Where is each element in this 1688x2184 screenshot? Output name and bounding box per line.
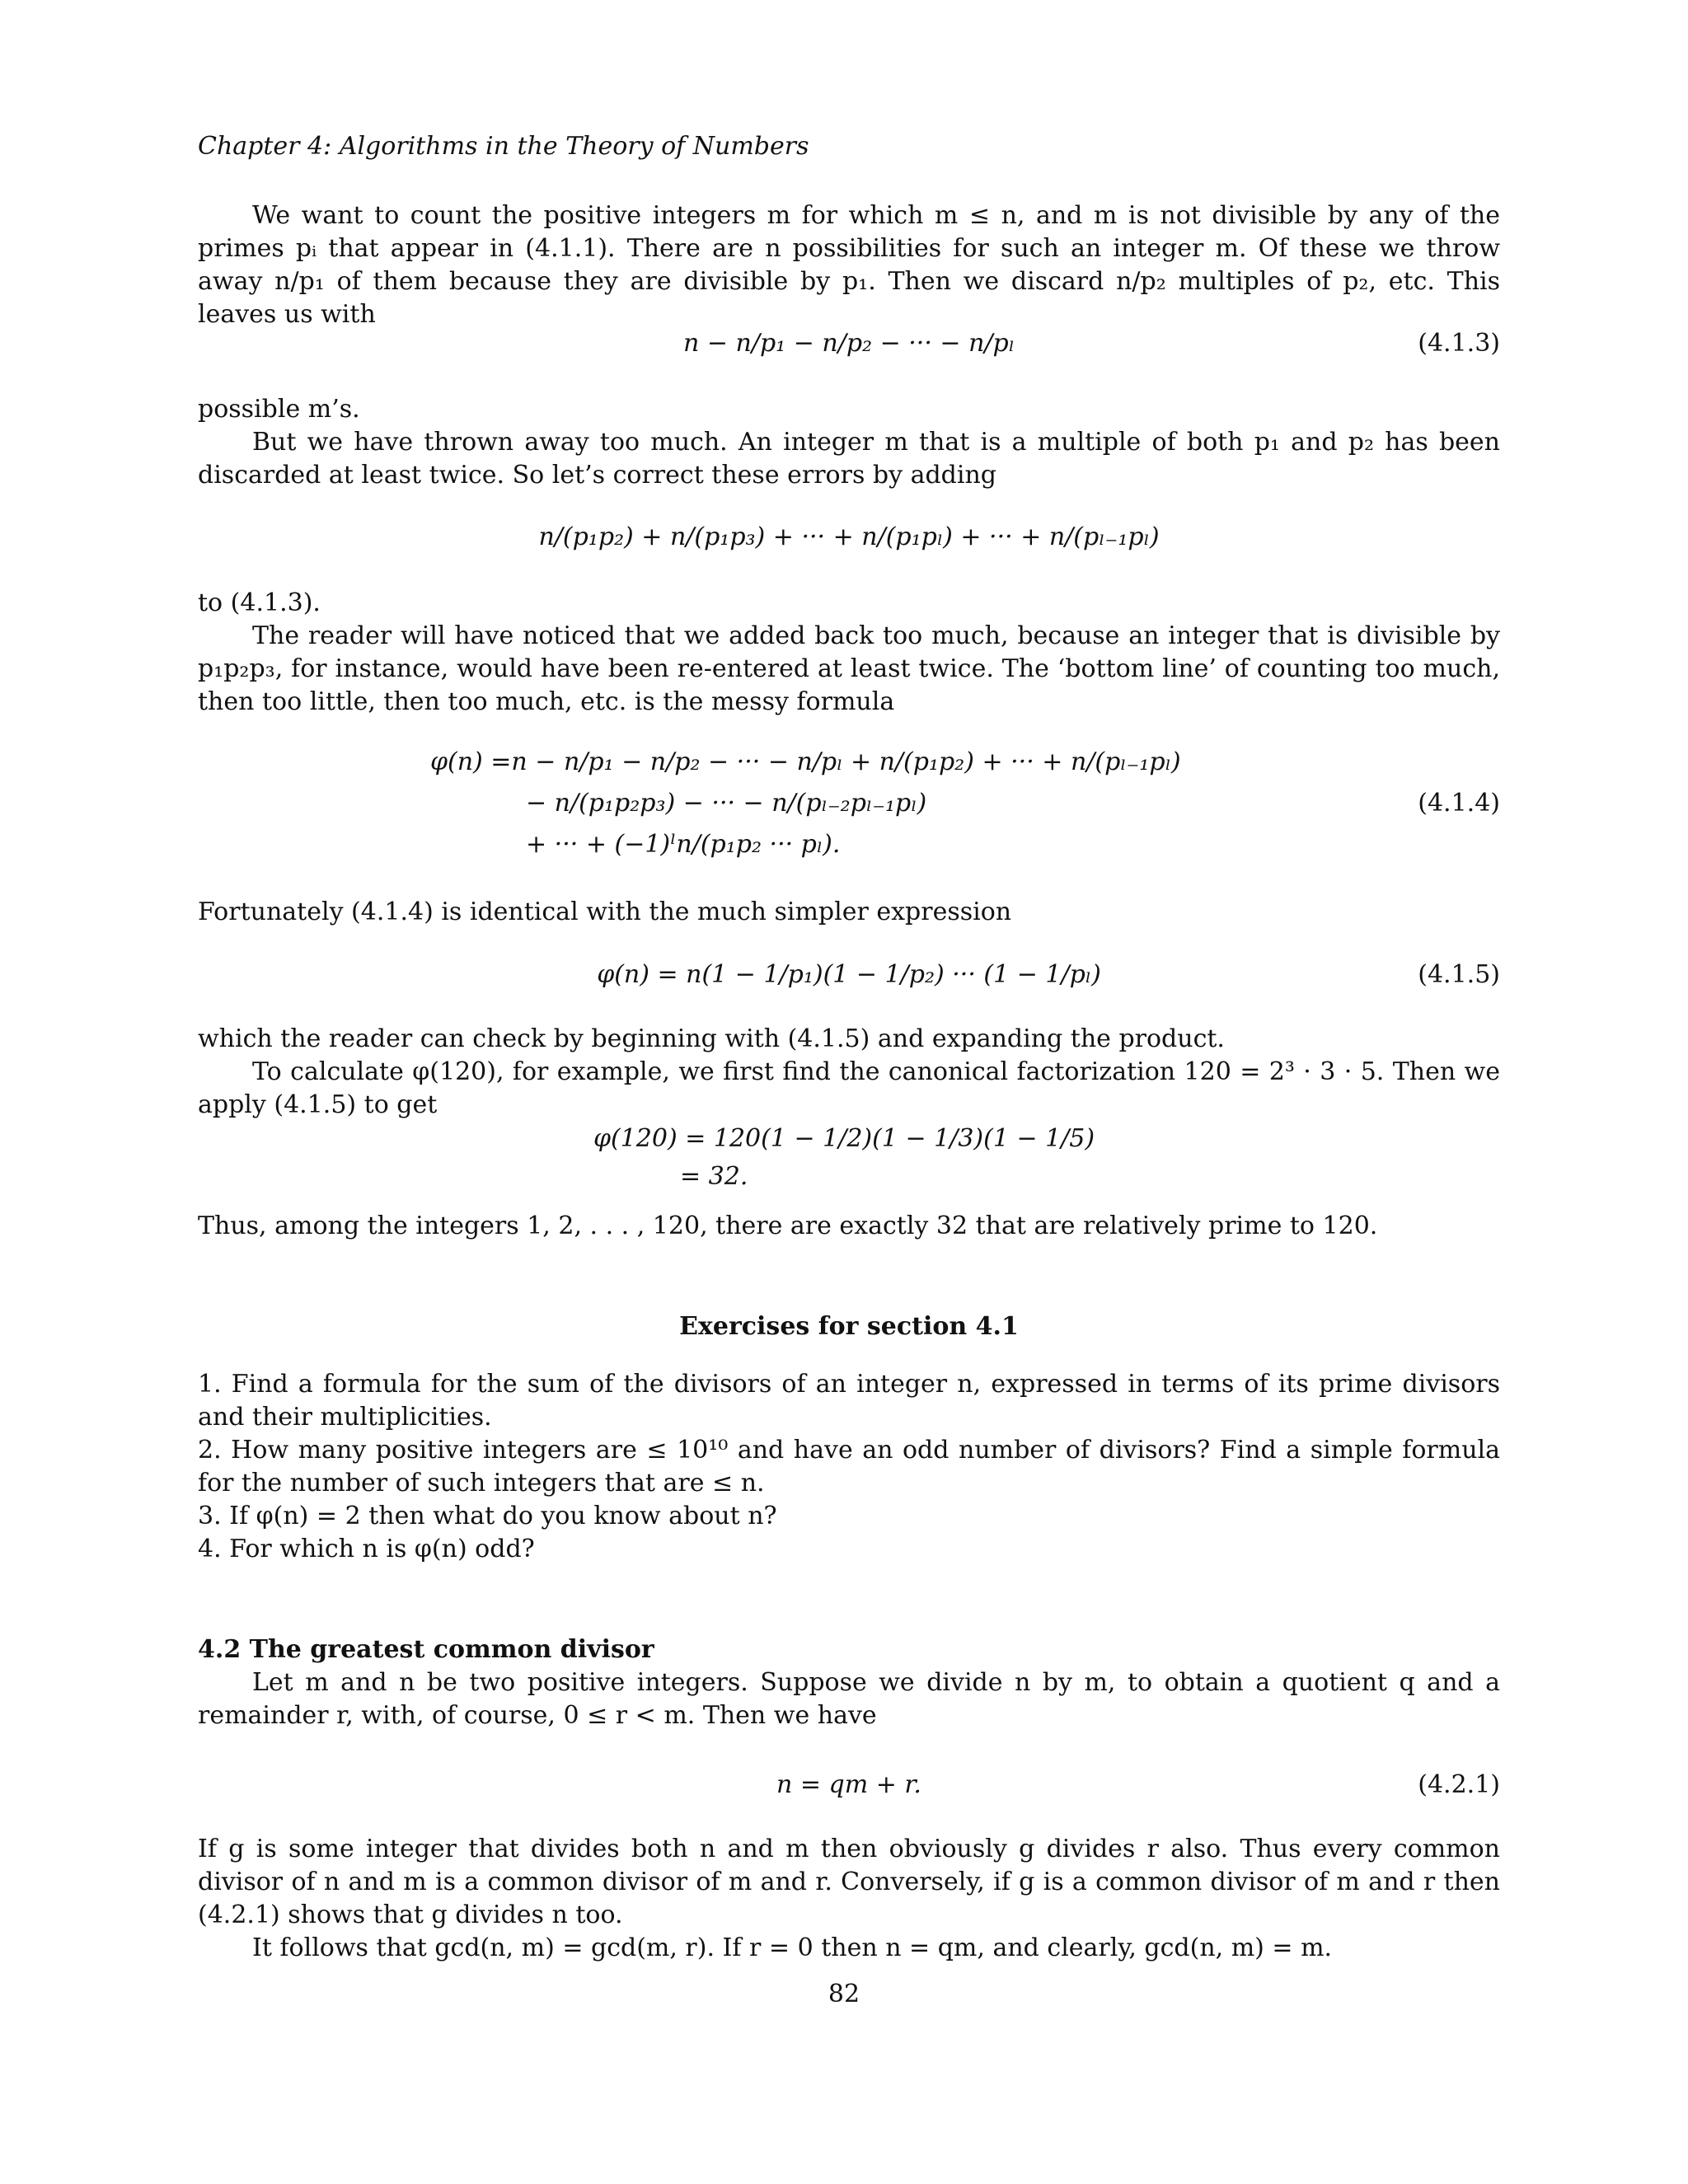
paragraph-text: If g is some integer that divides both n and m then obviously g divides r also. Thus every common divisor of n and m is a common divisor of m and r. Conversely, if g is a common divisor of m and r then (4.2.1) shows that g divides n too.: [198, 1835, 1500, 1929]
equation-line: − n/(p₁p₂p₃) − ··· − n/(pₗ₋₂pₗ₋₁pₗ): [526, 789, 927, 818]
paragraph-text: to (4.1.3).: [198, 588, 321, 617]
equation-formula: n − n/p₁ − n/p₂ − ··· − n/pₗ: [683, 329, 1015, 358]
paragraph-phi-120: [198, 1023, 1500, 1122]
equation-added-terms: [198, 521, 1500, 554]
equation-line: + ··· + (−1)ˡn/(p₁p₂ ··· pₗ).: [526, 830, 841, 859]
paragraph-text: which the reader can check by beginning with (4.1.5) and expanding the product.: [198, 1024, 1225, 1053]
exercise-item: 4. For which n is φ(n) odd?: [198, 1535, 535, 1563]
equation-number: (4.1.3): [1418, 329, 1500, 358]
paragraph-gcd: [198, 1833, 1500, 1965]
equation-formula: n = qm + r.: [776, 1770, 921, 1799]
equation-formula: n/(p₁p₂) + n/(p₁p₃) + ··· + n/(p₁pₗ) + ··· + n/(pₗ₋₁pₗ): [538, 523, 1160, 551]
equation-line: φ(120) = 120(1 − 1/2)(1 − 1/3)(1 − 1/5): [593, 1124, 1095, 1153]
equation-number: (4.2.1): [1418, 1770, 1500, 1799]
page-number: 82: [828, 1980, 860, 2008]
paragraph-added-back: [198, 587, 1500, 719]
exercises-title: Exercises for section 4.1: [679, 1312, 1019, 1341]
paragraph-thrown-away: [198, 393, 1500, 492]
paragraph-text: To calculate φ(120), for example, we first find the canonical factorization 120 = 2³ · 3 · 5. Then we apply (4.1.5) to get: [198, 1057, 1500, 1119]
section-heading: 4.2 The greatest common divisor: [198, 1635, 654, 1664]
equation-4-1-3: [198, 327, 1500, 360]
equation-formula: φ(n) = n(1 − 1/p₁)(1 − 1/p₂) ··· (1 − 1/pₗ): [597, 960, 1101, 989]
paragraph-thus: [198, 1210, 1500, 1243]
equation-number: (4.1.4): [1418, 789, 1500, 818]
running-header: Chapter 4: Algorithms in the Theory of Numbers: [198, 132, 809, 161]
paragraph-text: We want to count the positive integers m for which m ≤ n, and m is not divisible by any of the primes pᵢ that appear in (4.1.1). There are n possibilities for such an integer m. Of these we throw away n/p₁ of them because they are divisible by p₁. Then we discard n/p₂ multiples of p₂, etc. This leaves us with: [198, 201, 1500, 329]
paragraph-text: Thus, among the integers 1, 2, . . . , 120, there are exactly 32 that are relatively prime to 120.: [198, 1212, 1378, 1240]
equation-line: φ(n) =n − n/p₁ − n/p₂ − ··· − n/pₗ + n/(p₁p₂) + ··· + n/(pₗ₋₁pₗ): [430, 748, 1181, 776]
equation-line: = 32.: [680, 1162, 748, 1191]
exercise-item: 2. How many positive integers are ≤ 10¹⁰ and have an odd number of divisors? Find a simple formula for the number of such integers that are ≤ n.: [198, 1436, 1500, 1497]
paragraph-fortunately: [198, 896, 1500, 929]
paragraph-text: possible m’s.: [198, 395, 360, 424]
paragraph-text: But we have thrown away too much. An integer m that is a multiple of both p₁ and p₂ has been discarded at least twice. So let’s correct these errors by adding: [198, 428, 1500, 490]
equation-number: (4.1.5): [1418, 960, 1500, 989]
equation-4-2-1: [198, 1769, 1500, 1802]
equation-4-1-5: [198, 958, 1500, 991]
equation-phi-120: [198, 1122, 1500, 1197]
paragraph-text: Fortunately (4.1.4) is identical with the much simpler expression: [198, 898, 1012, 926]
paragraph-text: It follows that gcd(n, m) = gcd(m, r). If r = 0 then n = qm, and clearly, gcd(n, m) = m.: [252, 1933, 1333, 1962]
paragraph-text: Let m and n be two positive integers. Suppose we divide n by m, to obtain a quotient q and a remainder r, with, of course, 0 ≤ r < m. Then we have: [198, 1668, 1500, 1730]
paragraph-counting: [198, 199, 1500, 331]
paragraph-text: The reader will have noticed that we added back too much, because an integer that is divisible by p₁p₂p₃, for instance, would have been re-entered at least twice. The ‘bottom line’ of counting too much, then too little, then too much, etc. is the messy formula: [198, 621, 1500, 716]
exercise-list: [198, 1368, 1500, 1566]
section-4-2: [198, 1633, 1500, 1732]
equation-4-1-4: [198, 746, 1500, 861]
exercise-item: 3. If φ(n) = 2 then what do you know about n?: [198, 1502, 777, 1530]
exercise-item: 1. Find a formula for the sum of the divisors of an integer n, expressed in terms of its prime divisors and their multiplicities.: [198, 1370, 1500, 1432]
